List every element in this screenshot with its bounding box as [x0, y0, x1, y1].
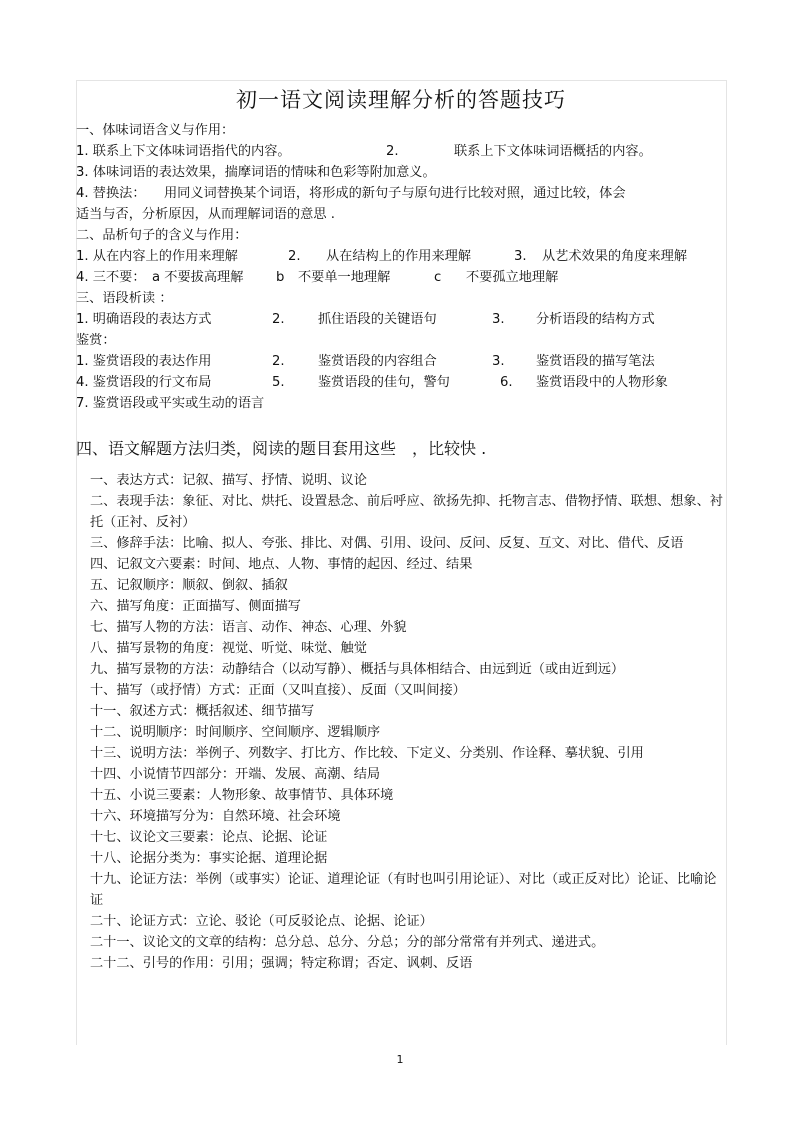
text: 2. — [272, 354, 285, 369]
section-3-line-4 — [76, 372, 726, 393]
text: 抓住语段的关键语句 — [318, 312, 437, 327]
text: 联系上下文体味词语概括的内容。 — [454, 144, 652, 159]
text: c — [434, 270, 442, 285]
text: a 不要拔高理解 — [152, 270, 244, 285]
section-1-line-3 — [76, 183, 726, 204]
list-item: 二十二、引号的作用：引用；强调；特定称谓；否定、讽刺、反语 — [90, 956, 473, 971]
text: 6. — [500, 375, 513, 390]
section-3-line-1 — [76, 309, 726, 330]
list-item: 十八、论据分类为：事实论据、道理论据 — [90, 851, 328, 866]
list-item: 七、描写人物的方法：语言、动作、神态、心理、外貌 — [90, 620, 407, 635]
section-3-line-2: 鉴赏： — [76, 333, 116, 348]
text: 用同义词替换某个词语，将形成的新句子与原句进行比较对照，通过比较，体会 — [164, 186, 626, 201]
page-title: 初一语文阅读理解分析的答题技巧 — [236, 88, 566, 112]
list-item: 八、描写景物的角度：视觉、听觉、味觉、触觉 — [90, 641, 367, 656]
list-item: 十三、说明方法：举例子、列数字、打比方、作比较、下定义、分类别、作诠释、摹状貌、引用 — [90, 746, 644, 761]
list-item: 二、表现手法：象征、对比、烘托、设置悬念、前后呼应、欲扬先抑、托物言志、借物抒情、联想、想象、衬托（正衬、反衬） — [90, 494, 723, 530]
text: 4. 替换法： — [76, 186, 146, 201]
section-3-line-5: 7. 鉴赏语段或平实或生动的语言 — [76, 396, 265, 411]
text: 1. 联系上下文体味词语指代的内容。 — [76, 144, 291, 159]
list-item: 十五、小说三要素：人物形象、故事情节、具体环境 — [90, 788, 394, 803]
page-number: 1 — [396, 1053, 404, 1066]
list-item: 十二、说明顺序：时间顺序、空间顺序、逻辑顺序 — [90, 725, 381, 740]
list-item: 十四、小说情节四部分：开端、发展、高潮、结局 — [90, 767, 381, 782]
list-item: 二十一、议论文的文章的结构：总分总、总分、分总；分的部分常常有并列式、递进式。 — [90, 935, 605, 950]
list-item: 十一、叙述方式：概括叙述、细节描写 — [90, 704, 315, 719]
text: 不要单一地理解 — [298, 270, 391, 285]
section-3-heading: 三、语段析读 ： — [76, 291, 173, 306]
text: 5. — [272, 375, 285, 390]
text: b — [276, 270, 285, 285]
text: 从在结构上的作用来理解 — [326, 249, 472, 264]
text: 鉴赏语段中的人物形象 — [536, 375, 668, 390]
section-1-line-1 — [76, 141, 726, 162]
text: 4. 鉴赏语段的行文布局 — [76, 375, 212, 390]
section-2-line-2 — [76, 267, 726, 288]
list-item: 九、描写景物的方法：动静结合（以动写静）、概括与具体相结合、由远到近（或由近到远） — [90, 662, 625, 677]
text: 分析语段的结构方式 — [536, 312, 655, 327]
text: 2. — [386, 144, 399, 159]
document-page — [76, 84, 726, 974]
text: 1. 鉴赏语段的表达作用 — [76, 354, 212, 369]
text: 鉴赏语段的描写笔法 — [536, 354, 655, 369]
list-item: 三、修辞手法：比喻、拟人、夸张、排比、对偶、引用、设问、反问、反复、互文、对比、借代、反语 — [90, 536, 684, 551]
text: 3. — [492, 354, 505, 369]
text: 从艺术效果的角度来理解 — [542, 249, 688, 264]
text: 2. — [272, 312, 285, 327]
list-item: 六、描写角度：正面描写、侧面描写 — [90, 599, 301, 614]
section-2-heading: 二、品析句子的含义与作用： — [76, 228, 248, 243]
list-item: 一、表达方式：记叙、描写、抒情、说明、议论 — [90, 473, 367, 488]
text: 2. — [288, 249, 301, 264]
list-item: 十、描写（或抒情）方式：正面（又叫直接）、反面（又叫间接） — [90, 683, 466, 698]
text: 1. 明确语段的表达方式 — [76, 312, 212, 327]
text: 3. — [514, 249, 527, 264]
section-1-heading: 一、体味词语含义与作用： — [76, 123, 235, 138]
list-item: 二十、论证方式：立论、驳论（可反驳论点、论据、论证） — [90, 914, 433, 929]
section-1-line-2: 3. 体味词语的表达效果，揣摩词语的情味和色彩等附加意义。 — [76, 165, 436, 180]
text: 鉴赏语段的佳句，警句 — [318, 375, 450, 390]
text: 3. — [492, 312, 505, 327]
text: 鉴赏语段的内容组合 — [318, 354, 437, 369]
section-3-line-3 — [76, 351, 726, 372]
list-item: 十七、议论文三要素：论点、论据、论证 — [90, 830, 328, 845]
list-item: 十六、环境描写分为：自然环境、社会环境 — [90, 809, 341, 824]
text: 1. 从在内容上的作用来理解 — [76, 249, 238, 264]
section-1-line-4: 适当与否，分析原因，从而理解词语的意思 . — [76, 207, 335, 222]
list-item: 十九、论证方法：举例（或事实）论证、道理论证（有时也叫引用论证）、对比（或正反对比）论证、比喻论证 — [90, 872, 717, 908]
list-item: 四、记叙文六要素：时间、地点、人物、事情的起因、经过、结果 — [90, 557, 473, 572]
text: 不要孤立地理解 — [466, 270, 559, 285]
list-item: 五、记叙顺序：顺叙、倒叙、插叙 — [90, 578, 288, 593]
section-2-line-1 — [76, 246, 726, 267]
text: 4. 三不要： — [76, 270, 146, 285]
section-4-heading: 四、语文解题方法归类，阅读的题目套用这些 ，比较快 . — [76, 439, 487, 458]
